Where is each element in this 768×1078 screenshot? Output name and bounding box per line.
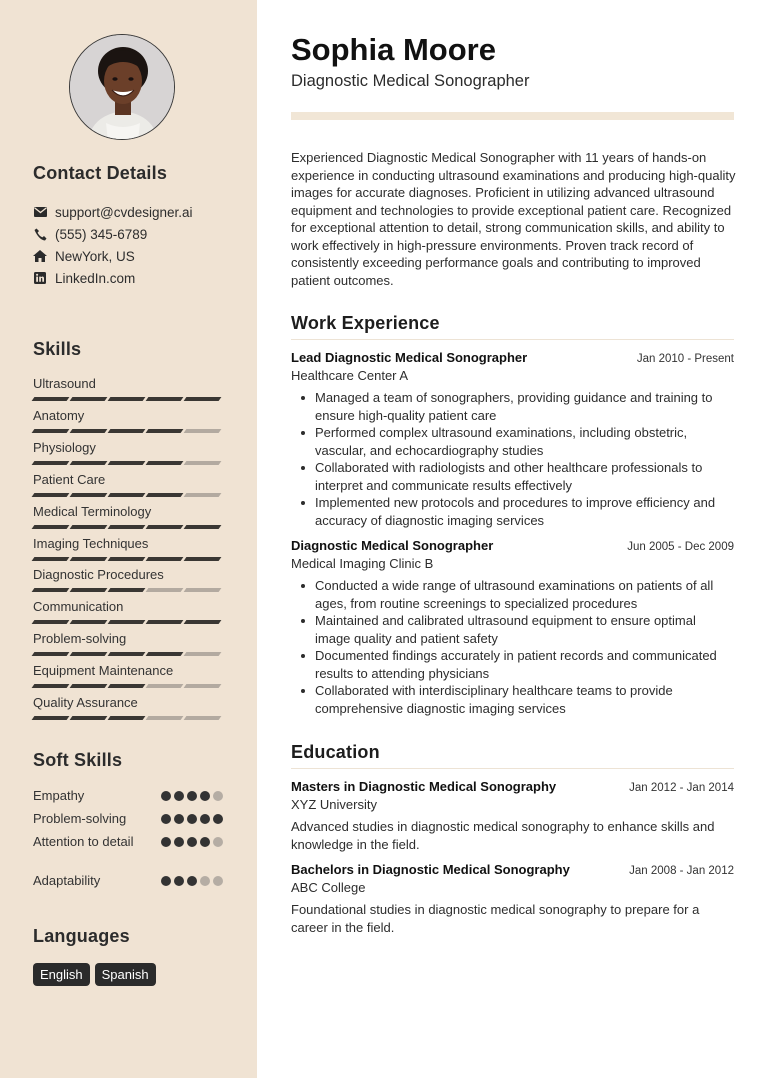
rating-dot — [174, 814, 184, 824]
skill-level-segment — [32, 620, 70, 624]
main-content — [257, 0, 768, 1078]
rating-dot — [187, 791, 197, 801]
rating-dot — [161, 791, 171, 801]
skill-level-segment — [70, 620, 108, 624]
skill-level-segment — [70, 652, 108, 656]
skill-item — [33, 440, 223, 465]
rating-dot — [174, 791, 184, 801]
job-bullet: Managed a team of sonographers, providing guidance and training to ensure high-quality patient care — [291, 389, 734, 424]
skill-item — [33, 695, 223, 720]
job-entry — [291, 538, 734, 717]
linkedin-icon — [33, 271, 47, 285]
skill-level-segment — [70, 684, 108, 688]
job-bullets — [291, 389, 734, 529]
contact-phone-text: (555) 345-6789 — [55, 226, 148, 242]
job-entry — [291, 350, 734, 529]
skill-item — [33, 536, 223, 561]
rating-dot — [187, 876, 197, 886]
job-bullet: Maintained and calibrated ultrasound equipment to ensure optimal image quality and patient safety — [291, 612, 734, 647]
skill-level-segment — [184, 684, 222, 688]
degree-date: Jan 2008 - Jan 2012 — [629, 865, 734, 877]
skill-level-segment — [184, 429, 222, 433]
degree-description: Foundational studies in diagnostic medical sonography to prepare for a career in the field. — [291, 902, 700, 935]
contact-heading: Contact Details — [33, 163, 168, 183]
sidebar — [0, 0, 257, 1078]
profile-summary: Experienced Diagnostic Medical Sonographer with 11 years of hands-on experience in conducting ultrasound examinations and producing high-quality images for accurate diagnoses. Proficient in utilizing advanced ultrasound equipment and technologies to provide exceptional patient care. Recognized for exceptional attention to detail, strong communication skills, and ability to work effectively in high-pressure environments. Proven track record of consistently exceeding performance goals and contributing to improved patient outcomes. — [291, 150, 736, 288]
language-tag: Spanish — [95, 963, 156, 986]
skill-level-segment — [70, 525, 108, 529]
degree-date: Jan 2012 - Jan 2014 — [629, 782, 734, 794]
skill-level-bar — [33, 620, 223, 624]
job-org: Healthcare Center A — [291, 368, 409, 383]
skill-level-segment — [184, 461, 222, 465]
skill-item — [33, 631, 223, 656]
contact-email-text: support@cvdesigner.ai — [55, 204, 193, 220]
skill-item — [33, 567, 223, 592]
job-bullet: Documented findings accurately in patient records and communicated results to attending physicians — [291, 647, 734, 682]
skill-level-segment — [108, 493, 146, 497]
skill-level-segment — [146, 525, 184, 529]
rating-dot — [213, 876, 223, 886]
rating-dot — [200, 791, 210, 801]
skill-level-bar — [33, 652, 223, 656]
skill-level-segment — [32, 557, 70, 561]
education-entry — [291, 779, 734, 853]
skill-level-segment — [32, 684, 70, 688]
contact-location-text: NewYork, US — [55, 248, 135, 264]
skill-level-segment — [184, 397, 222, 401]
skill-level-segment — [32, 461, 70, 465]
home-icon — [33, 249, 47, 263]
skill-level-segment — [32, 716, 70, 720]
skill-label: Quality Assurance — [33, 695, 138, 710]
header-divider — [291, 112, 734, 120]
skill-level-segment — [108, 397, 146, 401]
skill-level-segment — [70, 557, 108, 561]
rating-dot — [161, 837, 171, 847]
skill-level-segment — [146, 652, 184, 656]
skill-level-segment — [108, 525, 146, 529]
skill-label: Diagnostic Procedures — [33, 567, 164, 583]
skill-label: Physiology — [33, 439, 96, 455]
skill-label: Patient Care — [33, 471, 106, 487]
rating-dot — [200, 876, 210, 886]
avatar — [69, 34, 175, 140]
skill-level-segment — [184, 525, 222, 529]
contact-linkedin[interactable] — [33, 268, 135, 288]
education-divider — [291, 768, 734, 769]
skill-level-bar — [33, 684, 223, 688]
rating-dot — [187, 814, 197, 824]
skill-level-segment — [70, 461, 108, 465]
skill-level-segment — [184, 716, 222, 720]
soft-skill-rating — [161, 876, 223, 889]
skill-level-segment — [108, 716, 146, 720]
skill-level-segment — [108, 588, 146, 592]
soft-skill-rating — [161, 791, 223, 804]
skill-item — [33, 663, 223, 688]
job-bullet: Implemented new protocols and procedures to improve efficiency and accuracy of diagnostic imaging services — [291, 494, 734, 529]
skill-level-segment — [108, 461, 146, 465]
skill-level-segment — [70, 397, 108, 401]
skill-level-segment — [70, 493, 108, 497]
skill-level-segment — [146, 684, 184, 688]
skill-level-segment — [70, 429, 108, 433]
skill-level-segment — [146, 461, 184, 465]
skill-level-segment — [146, 557, 184, 561]
soft-skill-label: Empathy — [33, 788, 85, 803]
skill-level-segment — [146, 397, 184, 401]
degree-description: Advanced studies in diagnostic medical sonography to enhance skills and knowledge in the field. — [291, 819, 715, 852]
skill-level-bar — [33, 557, 223, 561]
education-heading: Education — [291, 742, 380, 762]
school-name: ABC College — [291, 880, 366, 895]
job-title: Diagnostic Medical Sonographer — [291, 538, 494, 553]
skill-level-bar — [33, 397, 223, 401]
skill-level-segment — [146, 588, 184, 592]
rating-dot — [174, 876, 184, 886]
skill-level-segment — [108, 620, 146, 624]
skills-heading: Skills — [33, 339, 82, 359]
skill-level-segment — [70, 716, 108, 720]
degree-title: Masters in Diagnostic Medical Sonography — [291, 779, 557, 794]
skill-level-segment — [184, 493, 222, 497]
skill-level-bar — [33, 493, 223, 497]
skill-level-segment — [32, 525, 70, 529]
skill-label: Ultrasound — [33, 376, 96, 391]
skill-level-bar — [33, 461, 223, 465]
skill-level-segment — [108, 429, 146, 433]
skill-level-bar — [33, 716, 223, 720]
skill-label: Equipment Maintenance — [33, 663, 174, 679]
envelope-icon — [33, 205, 47, 219]
skill-level-segment — [32, 397, 70, 401]
skill-level-segment — [146, 716, 184, 720]
job-org: Medical Imaging Clinic B — [291, 556, 434, 571]
skill-label: Problem-solving — [33, 631, 127, 647]
skill-item — [33, 599, 223, 624]
school-name: XYZ University — [291, 797, 377, 812]
rating-dot — [200, 837, 210, 847]
soft-skill-item — [33, 787, 223, 804]
skill-level-segment — [146, 620, 184, 624]
skill-item — [33, 504, 223, 529]
skill-level-bar — [33, 429, 223, 433]
skill-label: Medical Terminology — [33, 503, 152, 519]
rating-dot — [187, 837, 197, 847]
skill-level-segment — [32, 652, 70, 656]
job-bullet: Collaborated with interdisciplinary healthcare teams to provide comprehensive diagnostic imaging services — [291, 682, 734, 717]
skill-level-segment — [32, 429, 70, 433]
skill-item — [33, 408, 223, 433]
work-divider — [291, 339, 734, 340]
phone-icon — [33, 227, 47, 241]
skill-label: Imaging Techniques — [33, 535, 149, 551]
profile-photo — [70, 35, 175, 140]
skill-level-segment — [184, 652, 222, 656]
soft-skill-label: Problem-solving — [33, 811, 127, 826]
skill-level-segment — [70, 588, 108, 592]
contact-phone[interactable] — [33, 224, 147, 244]
skill-item — [33, 376, 223, 401]
job-bullet: Conducted a wide range of ultrasound examinations on patients of all ages, from routine screenings to specialized procedures — [291, 577, 734, 612]
contact-location — [33, 246, 135, 266]
contact-linkedin-text: LinkedIn.com — [55, 270, 136, 286]
soft-skill-rating — [161, 814, 223, 827]
languages-heading: Languages — [33, 926, 130, 946]
skill-level-segment — [146, 429, 184, 433]
skill-level-segment — [146, 493, 184, 497]
skill-level-segment — [184, 620, 222, 624]
soft-skill-label: Attention to detail — [33, 834, 134, 849]
skill-item — [33, 472, 223, 497]
languages-list — [33, 963, 156, 986]
rating-dot — [213, 791, 223, 801]
soft-skill-rating — [161, 837, 223, 850]
soft-skills-heading: Soft Skills — [33, 750, 123, 770]
soft-skill-item — [33, 833, 223, 850]
skill-level-bar — [33, 525, 223, 529]
skill-level-segment — [108, 684, 146, 688]
language-tag: English — [33, 963, 90, 986]
candidate-name: Sophia Moore — [291, 32, 496, 67]
skill-level-bar — [33, 588, 223, 592]
contact-email[interactable] — [33, 202, 193, 222]
soft-skill-item — [33, 872, 223, 889]
education-entry — [291, 862, 734, 936]
skill-level-segment — [108, 652, 146, 656]
soft-skill-label: Adaptability — [33, 873, 101, 888]
job-bullet: Collaborated with radiologists and other healthcare professionals to interpret and communicate results effectively — [291, 459, 734, 494]
job-date: Jun 2005 - Dec 2009 — [627, 541, 734, 553]
skill-level-segment — [32, 588, 70, 592]
skill-level-segment — [184, 557, 222, 561]
skill-label: Communication — [33, 599, 124, 615]
rating-dot — [174, 837, 184, 847]
rating-dot — [213, 814, 223, 824]
job-title: Lead Diagnostic Medical Sonographer — [291, 350, 528, 365]
skill-label: Anatomy — [33, 407, 85, 423]
candidate-title: Diagnostic Medical Sonographer — [291, 72, 530, 90]
rating-dot — [200, 814, 210, 824]
degree-title: Bachelors in Diagnostic Medical Sonography — [291, 862, 570, 877]
job-date: Jan 2010 - Present — [636, 353, 734, 365]
skill-level-segment — [32, 493, 70, 497]
rating-dot — [213, 837, 223, 847]
job-bullet: Performed complex ultrasound examinations, including obstetric, vascular, and echocardiography studies — [291, 424, 734, 459]
job-bullets — [291, 577, 734, 717]
skill-level-segment — [108, 557, 146, 561]
skill-level-segment — [184, 588, 222, 592]
rating-dot — [161, 814, 171, 824]
work-heading: Work Experience — [291, 313, 440, 333]
soft-skill-item — [33, 810, 223, 827]
rating-dot — [161, 876, 171, 886]
